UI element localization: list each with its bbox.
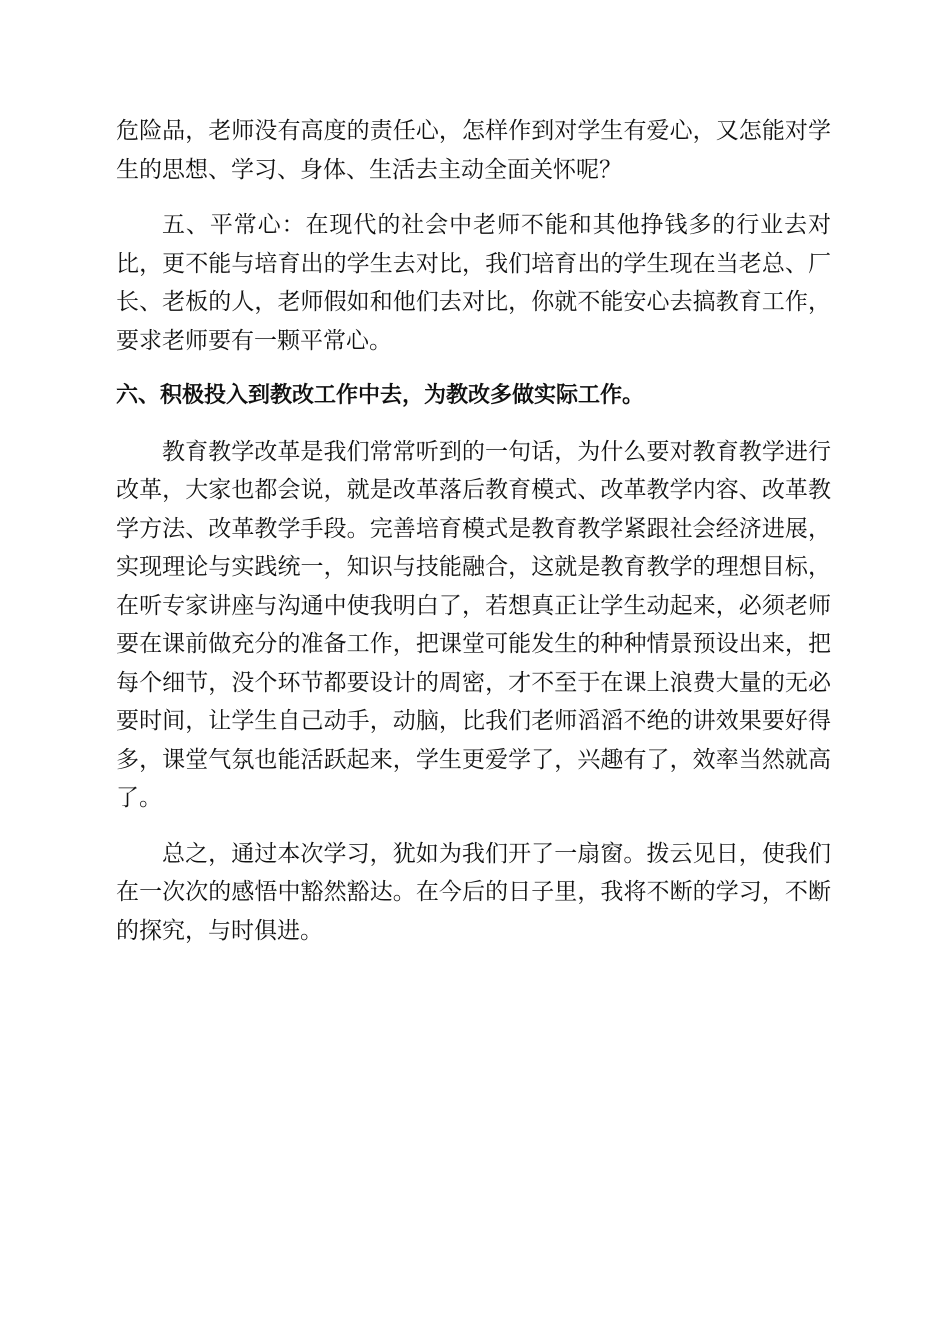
paragraph-conclusion: 总之，通过本次学习，犹如为我们开了一扇窗。拨云见日，使我们在一次次的感悟中豁然豁达。在今后的日子里，我将不断的学习，不断的探究，与时俱进。 — [116, 840, 831, 944]
paragraph-ordinary-mind: 五、平常心：在现代的社会中老师不能和其他挣钱多的行业去对比，更不能与培育出的学生去对比，我们培育出的学生现在当老总、厂长、老板的人，老师假如和他们去对比，你就不能安心去搞教育工作，要求老师要有一颗平常心。 — [116, 212, 831, 354]
section-heading-teaching-reform: 六、积极投入到教改工作中去，为教改多做实际工作。 — [116, 383, 645, 408]
paragraph-continuation: 危险品，老师没有高度的责任心，怎样作到对学生有爱心，又怎能对学生的思想、学习、身体、生活去主动全面关怀呢？ — [116, 118, 831, 183]
paragraph-teaching-reform: 教育教学改革是我们常常听到的一句话，为什么要对教育教学进行改革，大家也都会说，就是改革落后教育模式、改革教学内容、改革教学方法、改革教学手段。完善培育模式是教育教学紧跟社会经济进展，实现理论与实践统一，知识与技能融合，这就是教育教学的理想目标，在听专家讲座与沟通中使我明白了，若想真正让学生动起来，必须老师要在课前做充分的准备工作，把课堂可能发生的种种情景预设出来，把每个细节，没个环节都要设计的周密，才不至于在课上浪费大量的无必要时间，让学生自己动手，动脑，比我们老师滔滔不绝的讲效果要好得多，课堂气氛也能活跃起来，学生更爱学了，兴趣有了，效率当然就高了。 — [116, 438, 831, 811]
document-body — [116, 112, 831, 967]
